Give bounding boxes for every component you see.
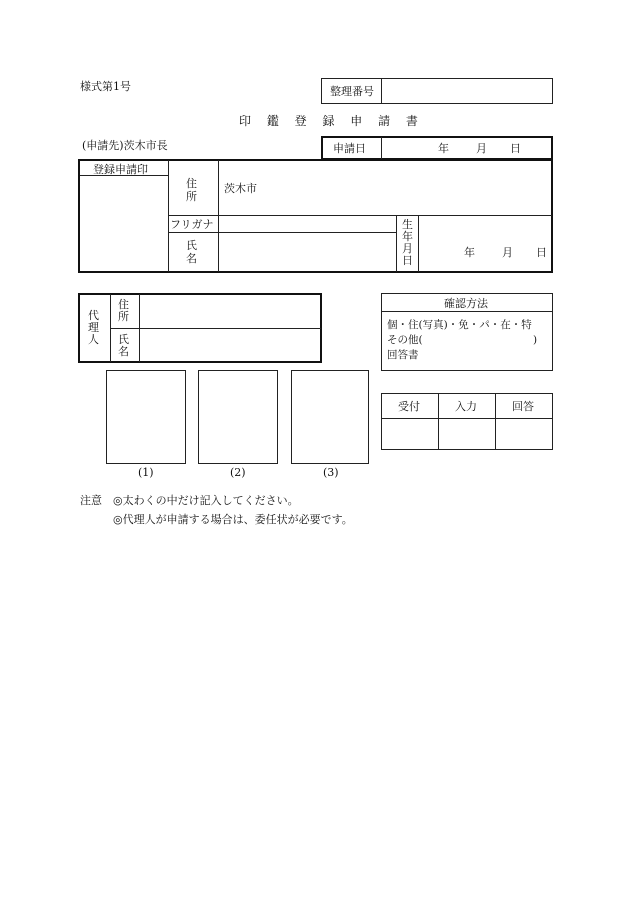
agent-name-label: 氏 名 [118,333,129,358]
reference-number-field[interactable] [382,79,552,103]
addressee: (申請先)茨木市長 [82,139,168,152]
application-date-day[interactable]: 日 [510,142,521,155]
agent-address-label: 住 所 [118,298,129,323]
name-label: 氏 名 [186,239,197,265]
application-date-month: 月 [476,142,487,155]
birth-day: 日 [536,246,547,259]
form-number: 様式第1号 [80,80,131,93]
birth-month: 月 [502,246,513,259]
seal-label: 登録申請印 [93,163,148,176]
verification-title: 確認方法 [444,297,488,310]
birth-label: 生 年 月 日 [402,218,413,267]
furigana-label: フリガナ [170,218,214,231]
name-field[interactable] [219,234,395,271]
photo-box-1-label: (1) [138,466,154,479]
application-date-label: 申請日 [333,142,366,155]
seal-area[interactable] [80,177,167,271]
birth-year: 年 [464,246,475,259]
photo-box-2[interactable] [198,370,278,464]
notes-prefix: 注意 [80,494,102,507]
verification-line2: その他( [387,334,423,346]
photo-box-3-label: (3) [323,466,339,479]
reference-number-label: 整理番号 [330,85,374,98]
notes-line1: ◎太わくの中だけ記入してください。 [113,494,299,507]
agent-name-field[interactable] [140,330,320,361]
agent-address-field[interactable] [140,295,320,327]
page-title: 印 鑑 登 録 申 請 書 [239,114,424,128]
office-col-input: 入力 [455,400,477,413]
application-date-year: 年 [438,142,449,155]
verification-line3: 回答書 [387,349,419,361]
address-value[interactable]: 茨木市 [224,182,257,195]
agent-label: 代 理 人 [88,309,99,346]
office-col-reception: 受付 [398,400,420,413]
furigana-field[interactable] [219,217,395,231]
photo-box-2-label: (2) [230,466,246,479]
verification-line2-close: ) [533,334,538,346]
photo-box-3[interactable] [291,370,369,464]
notes-line2: ◎代理人が申請する場合は、委任状が必要です。 [113,513,353,526]
verification-line1: 個・住(写真)・免・パ・在・特 [387,319,532,331]
office-col-response: 回答 [512,400,534,413]
photo-box-1[interactable] [106,370,186,464]
address-label: 住 所 [186,177,197,203]
